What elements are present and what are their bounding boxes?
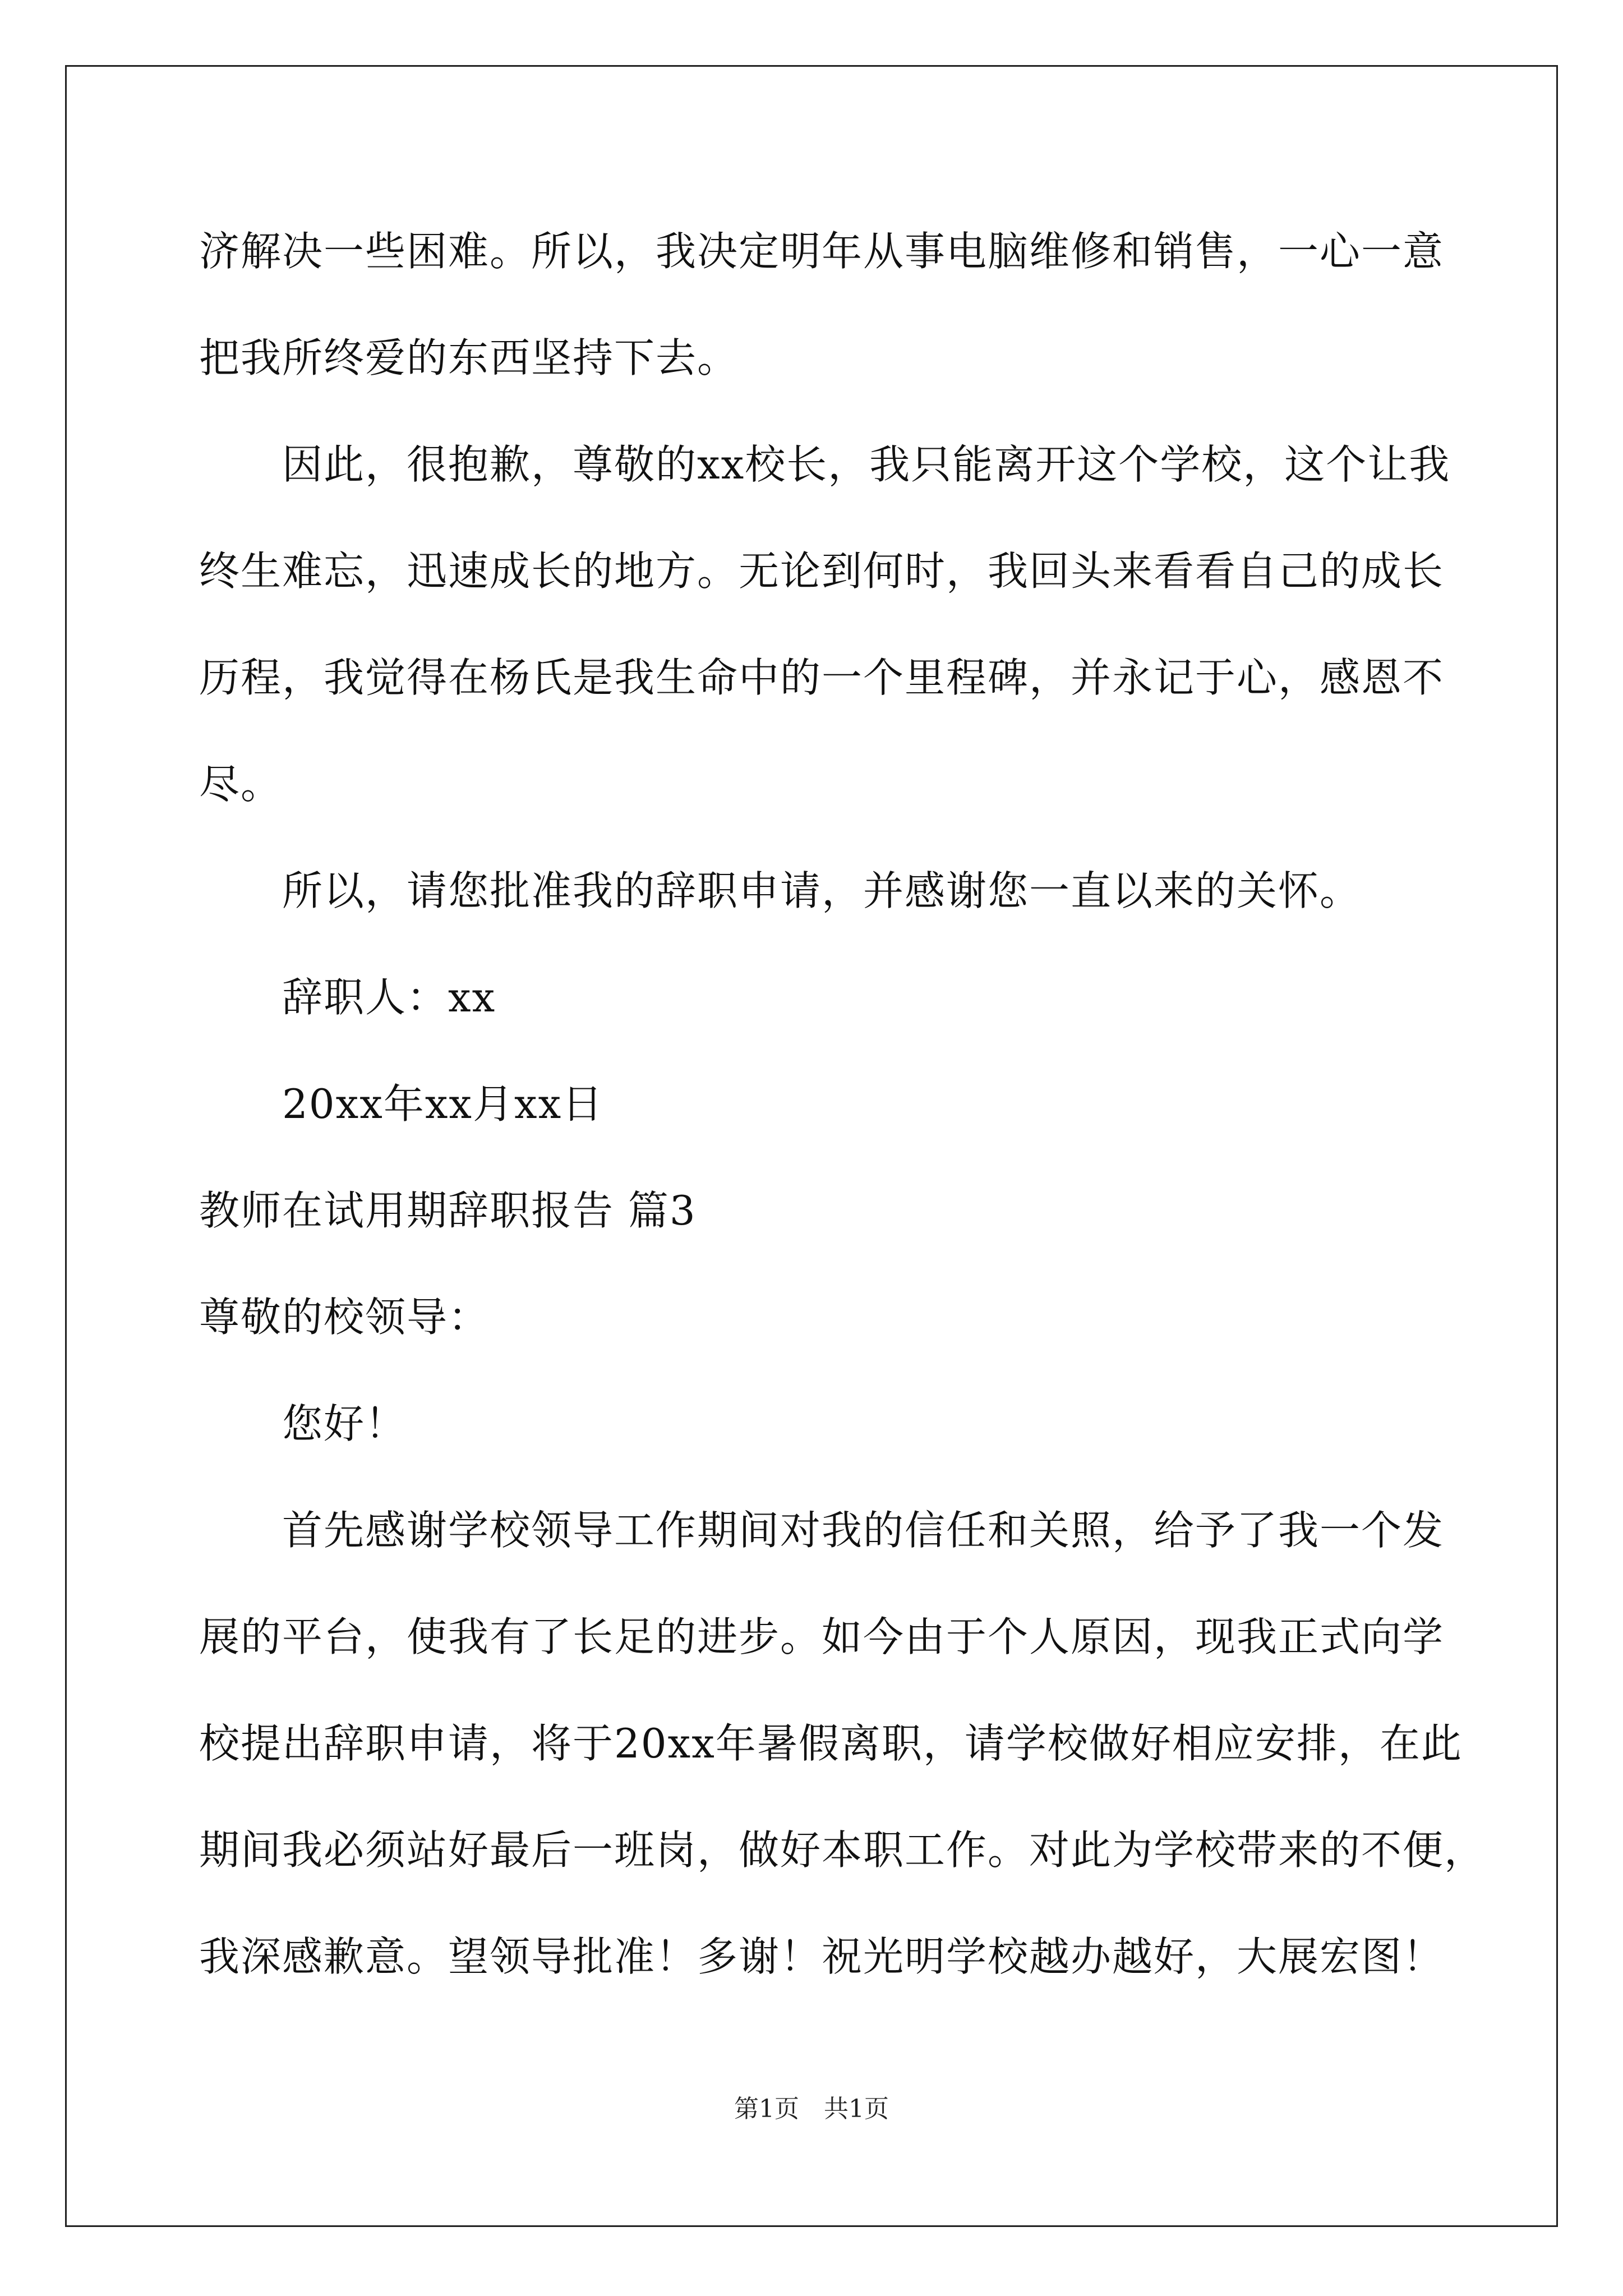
body-line-4: 终生难忘，迅速成长的地方。无论到何时，我回头来看看自己的成长 — [199, 547, 1445, 595]
body-line-5: 历程，我觉得在杨氏是我生命中的一个里程碑，并永记于心，感恩不 — [199, 654, 1445, 701]
section-heading: 教师在试用期辞职报告 篇3 — [199, 1187, 697, 1234]
body-line-6: 尽。 — [199, 761, 283, 808]
body-line-15: 校提出辞职申请，将于20xx年暑假离职，请学校做好相应安排，在此 — [199, 1720, 1463, 1767]
body-line-7: 所以，请您批准我的辞职申请，并感谢您一直以来的关怀。 — [282, 867, 1362, 914]
greeting-line: 您好！ — [282, 1400, 407, 1447]
signature-line: 辞职人：xx — [282, 974, 496, 1021]
date-line: 20xx年xx月xx日 — [282, 1080, 604, 1128]
page-border — [65, 65, 1558, 2227]
body-line-3: 因此，很抱歉，尊敬的xx校长，我只能离开这个学校，这个让我 — [282, 441, 1451, 488]
body-line-2: 把我所终爱的东西坚持下去。 — [199, 334, 739, 381]
body-line-16: 期间我必须站好最后一班岗，做好本职工作。对此为学校带来的不便， — [199, 1826, 1486, 1874]
salutation-line: 尊敬的校领导： — [199, 1294, 490, 1341]
body-line-13: 首先感谢学校领导工作期间对我的信任和关照，给予了我一个发 — [282, 1507, 1445, 1554]
body-line-17: 我深感歉意。望领导批准！多谢！祝光明学校越办越好，大展宏图！ — [199, 1933, 1445, 1980]
body-line-1: 济解决一些困难。所以，我决定明年从事电脑维修和销售，一心一意 — [199, 228, 1445, 275]
page-number-footer: 第1页 共1页 — [734, 2095, 889, 2123]
body-line-14: 展的平台，使我有了长足的进步。如今由于个人原因，现我正式向学 — [199, 1613, 1445, 1660]
